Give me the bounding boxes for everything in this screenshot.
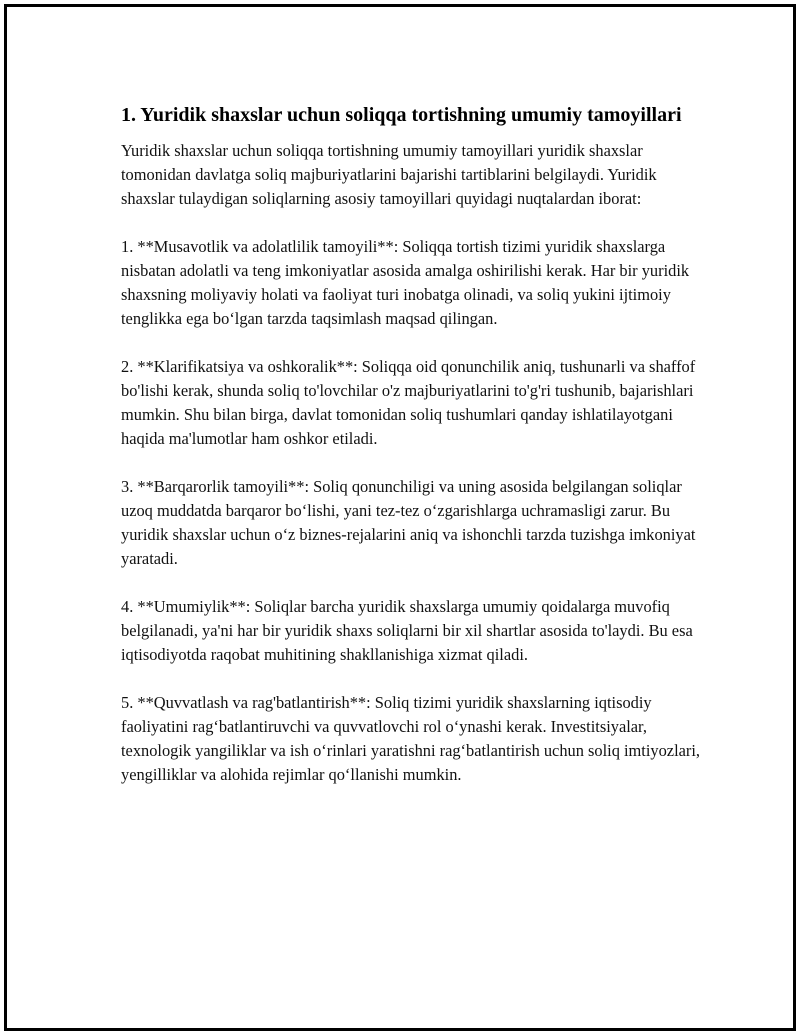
- principle-paragraph-1: 1. **Musavotlik va adolatlilik tamoyili**: Soliqqa tortish tizimi yuridik shaxslarga nisbatan adolatli va teng imkoniyatlar asosida amalga oshirilishi kerak. Har bir yuridik shaxsning moliyaviy holati va faoliyat turi inobatga olinadi, va soliq yukini ijtimoiy tenglikka ega bo‘lgan tarzda taqsimlash maqsad qilingan.: [121, 237, 690, 328]
- principle-paragraph-5: 5. **Quvvatlash va rag'batlantirish**: Soliq tizimi yuridik shaxslarning iqtisodiy faoliyatini rag‘batlantiruvchi va quvvatlovchi rol o‘ynashi kerak. Investitsiyalar, texnologik yangiliklar va ish o‘rinlari yaratishni rag‘batlantirish uchun soliq imtiyozlari, yengilliklar va alohida rejimlar qo‘llanishi mumkin.: [121, 693, 701, 784]
- section-heading: 1. Yuridik shaxslar uchun soliqqa tortishning umumiy tamoyillari: [121, 104, 682, 126]
- principle-paragraph-4: 4. **Umumiylik**: Soliqlar barcha yuridik shaxslarga umumiy qoidalarga muvofiq belgilanadi, ya'ni har bir yuridik shaxs soliqlarni bir xil shartlar asosida to'laydi. Bu esa iqtisodiyotda raqobat muhitining shakllanishiga xizmat qiladi.: [121, 597, 693, 664]
- page-frame: [4, 4, 796, 1031]
- document-body: [121, 101, 711, 811]
- principle-paragraph-2: 2. **Klarifikatsiya va oshkoralik**: Soliqqa oid qonunchilik aniq, tushunarli va shaffof bo'lishi kerak, shunda soliq to'lovchilar o'z majburiyatlarini to'g'ri tushunib, bajarishlari mumkin. Shu bilan birga, davlat tomonidan soliq tushumlari qanday ishlatilayotgani haqida ma'lumotlar ham oshkor etiladi.: [121, 357, 696, 448]
- intro-paragraph: Yuridik shaxslar uchun soliqqa tortishning umumiy tamoyillari yuridik shaxslar tomonidan davlatga soliq majburiyatlarini bajarishi tartiblarini belgilaydi. Yuridik shaxslar tulaydigan soliqlarning asosiy tamoyillari quyidagi nuqtalardan iborat:: [121, 141, 657, 208]
- principle-paragraph-3: 3. **Barqarorlik tamoyili**: Soliq qonunchiligi va uning asosida belgilangan soliqlar uzoq muddatda barqaror bo‘lishi, yani tez-tez o‘zgarishlarga uchramasligi zarur. Bu yuridik shaxslar uchun o‘z biznes-rejalarini aniq va ishonchli tarzda tuzishga imkoniyat yaratadi.: [121, 477, 696, 568]
